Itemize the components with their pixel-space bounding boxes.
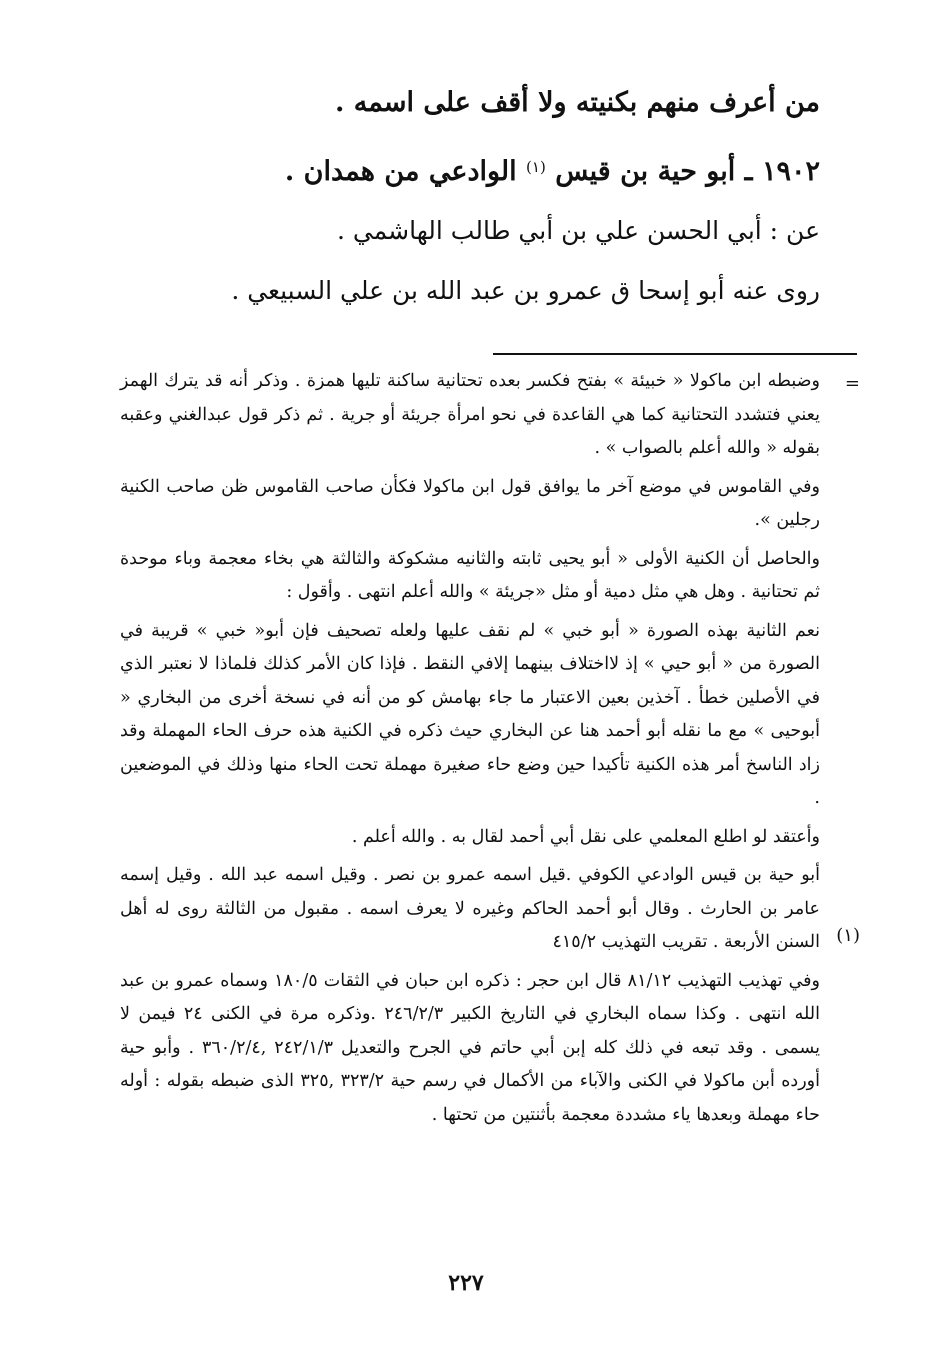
page-number: ٢٢٧: [448, 1270, 484, 1296]
footnote-reference[interactable]: (١): [526, 158, 546, 176]
footnote-paragraph: وفي القاموس في موضع آخر ما يوافق قول ابن ماكولا فكأن صاحب القاموس ظن صاحب الكنية رجلين ».: [120, 476, 820, 530]
footnote-paragraph: وضبطه ابن ماكولا « خبيئة » بفتح فكسر بعده تحتانية ساكنة تليها همزة . وذكر أنه قد يترك الهمز يعني فتشدد التحتانية كما هي القاعدة في نحو امرأة جريئة أو جرية . ثم ذكر قول عبدالغني وعقبه بقوله « والله أعلم بالصواب » .: [120, 371, 820, 458]
entry-rest: الوادعي من همدان .: [284, 156, 517, 187]
footnote-paragraph: وأعتقد لو اطلع المعلمي على نقل أبي أحمد لقال به . والله أعلم .: [351, 826, 820, 847]
footnote-paragraph: نعم الثانية بهذه الصورة « أبو خبي » لم نقف عليها ولعله تصحيف فإن أبو« خبي » قريبة في الصورة من « أبو حيي » إذ لااختلاف بينهما إلافي النقط . فإذا كان الأمر كذلك فلماذا لا نعتبر الذي في الأصلين خطأ . آخذين بعين الاعتبار ما جاء بهامش كو من أنه في نسخة أخرى من البخاري « أبوحيى » مع ما نقله أبو أحمد هنا عن البخاري حيث ذكره في الكنية هذه حرف الحاء المهملة وقد زاد الناسخ أمر هذه الكنية تأكيدا حين وضع حاء صغيرة مهملة تحت الحاء منها وذلك في الموضعين .: [120, 620, 820, 808]
intro-text: من أعرف منهم بكنيته ولا أقف على اسمه .: [334, 87, 820, 118]
student-line: روى عنه أبو إسحا ق عمرو بن عبد الله بن علي السبيعي .: [231, 276, 820, 305]
main-text: [100, 78, 820, 326]
footnote-1-paragraph: وفي تهذيب التهذيب ٨١/١٢ قال ابن حجر : ذكره ابن حبان في الثقات ١٨٠/٥ وسماه عمرو بن عبد الله انتهى . وكذا سماه البخاري في التاريخ الكبير ٢٤٦/٢/٣ .وذكره مرة في الكنى ٢٤ فيمن لا يسمى . وقد تبعه في ذلك كله إبن أبي حاتم في الجرح والتعديل ٢٤٢/١/٣ ,٣٦٠/٢/٤ . وأبو حية أورده أبن ماكولا في الكنى والآباء من الأكمال في رسم حية ٣٢٣/٢ ,٣٢٥ الذى ضبطه بقوله : أوله حاء مهملة وبعدها ياء مشددة معجمة بأثنتين من تحتها .: [120, 970, 820, 1125]
teacher-line: عن : أبي الحسن علي بن أبي طالب الهاشمي .: [337, 216, 820, 245]
intro-heading: [100, 78, 820, 142]
continuation-marker: =: [844, 373, 860, 394]
entry-number: ١٩٠٢ ـ: [744, 156, 820, 187]
footnote-1-marker: (١): [836, 925, 860, 946]
entry-name: أبو حية بن قيس: [555, 156, 736, 187]
footnote-paragraph: والحاصل أن الكنية الأولى « أبو يحيى ثابته والثانيه مشكوكة والثالثة هي بخاء معجمة وباء موحدة ثم تحتانية . وهل هي مثل دمية أو مثل «جريئة » والله أعلم انتهى . وأقول :: [120, 548, 820, 602]
footnote-separator: [493, 353, 857, 355]
footnotes: [120, 365, 820, 1137]
footnote-1-paragraph: أبو حية بن قيس الوادعي الكوفي .قيل اسمه عمرو بن نصر . وقيل اسمه عبد الله . وقيل إسمه عامر بن الحارث . وقال أبو أحمد الحاكم وغيره لا يعرف اسمه . مقبول من الثالثة روى له أهل السنن الأربعة . تقريب التهذيب ٤١٥/٢: [120, 865, 820, 952]
entry-heading: [100, 142, 820, 206]
